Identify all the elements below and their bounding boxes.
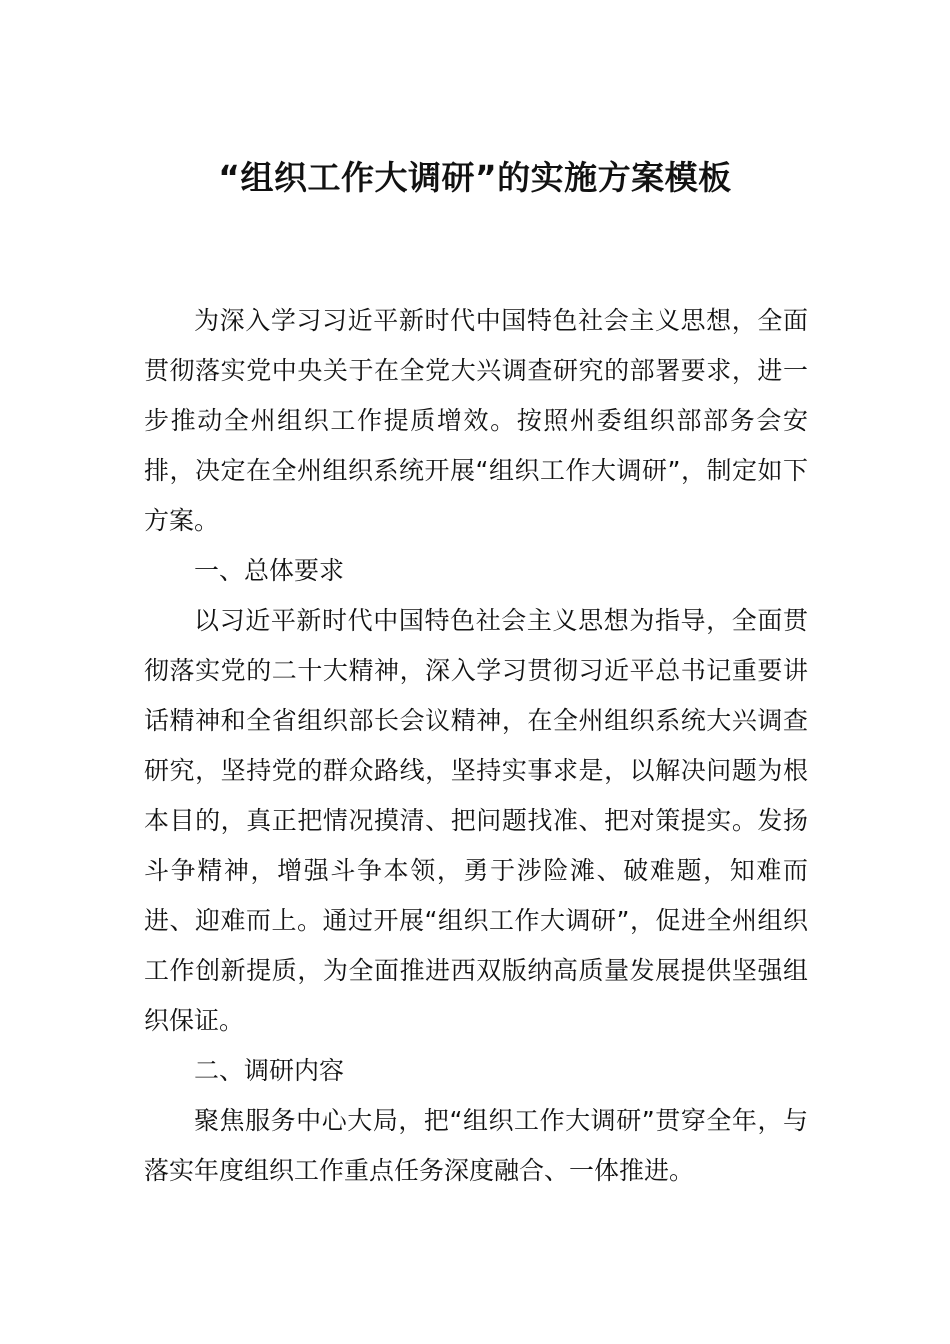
document-body: [144, 296, 808, 1196]
section-heading-research-content: 二、调研内容: [194, 1056, 345, 1085]
document-title: “组织工作大调研”的实施方案模板: [218, 158, 732, 197]
section-heading-overall-requirements: 一、总体要求: [194, 556, 345, 585]
research-content-paragraph: 聚焦服务中心大局，把“组织工作大调研”贯穿全年，与落实年度组织工作重点任务深度融合、一体推进。: [144, 1106, 808, 1185]
intro-paragraph: 为深入学习习近平新时代中国特色社会主义思想，全面贯彻落实党中央关于在全党大兴调查研究的部署要求，进一步推动全州组织工作提质增效。按照州委组织部部务会安排，决定在全州组织系统开展“组织工作大调研”，制定如下方案。: [144, 306, 808, 535]
overall-requirements-paragraph: 以习近平新时代中国特色社会主义思想为指导，全面贯彻落实党的二十大精神，深入学习贯彻习近平总书记重要讲话精神和全省组织部长会议精神，在全州组织系统大兴调查研究，坚持党的群众路线，坚持实事求是，以解决问题为根本目的，真正把情况摸清、把问题找准、把对策提实。发扬斗争精神，增强斗争本领，勇于涉险滩、破难题，知难而进、迎难而上。通过开展“组织工作大调研”，促进全州组织工作创新提质，为全面推进西双版纳高质量发展提供坚强组织保证。: [144, 606, 808, 1035]
